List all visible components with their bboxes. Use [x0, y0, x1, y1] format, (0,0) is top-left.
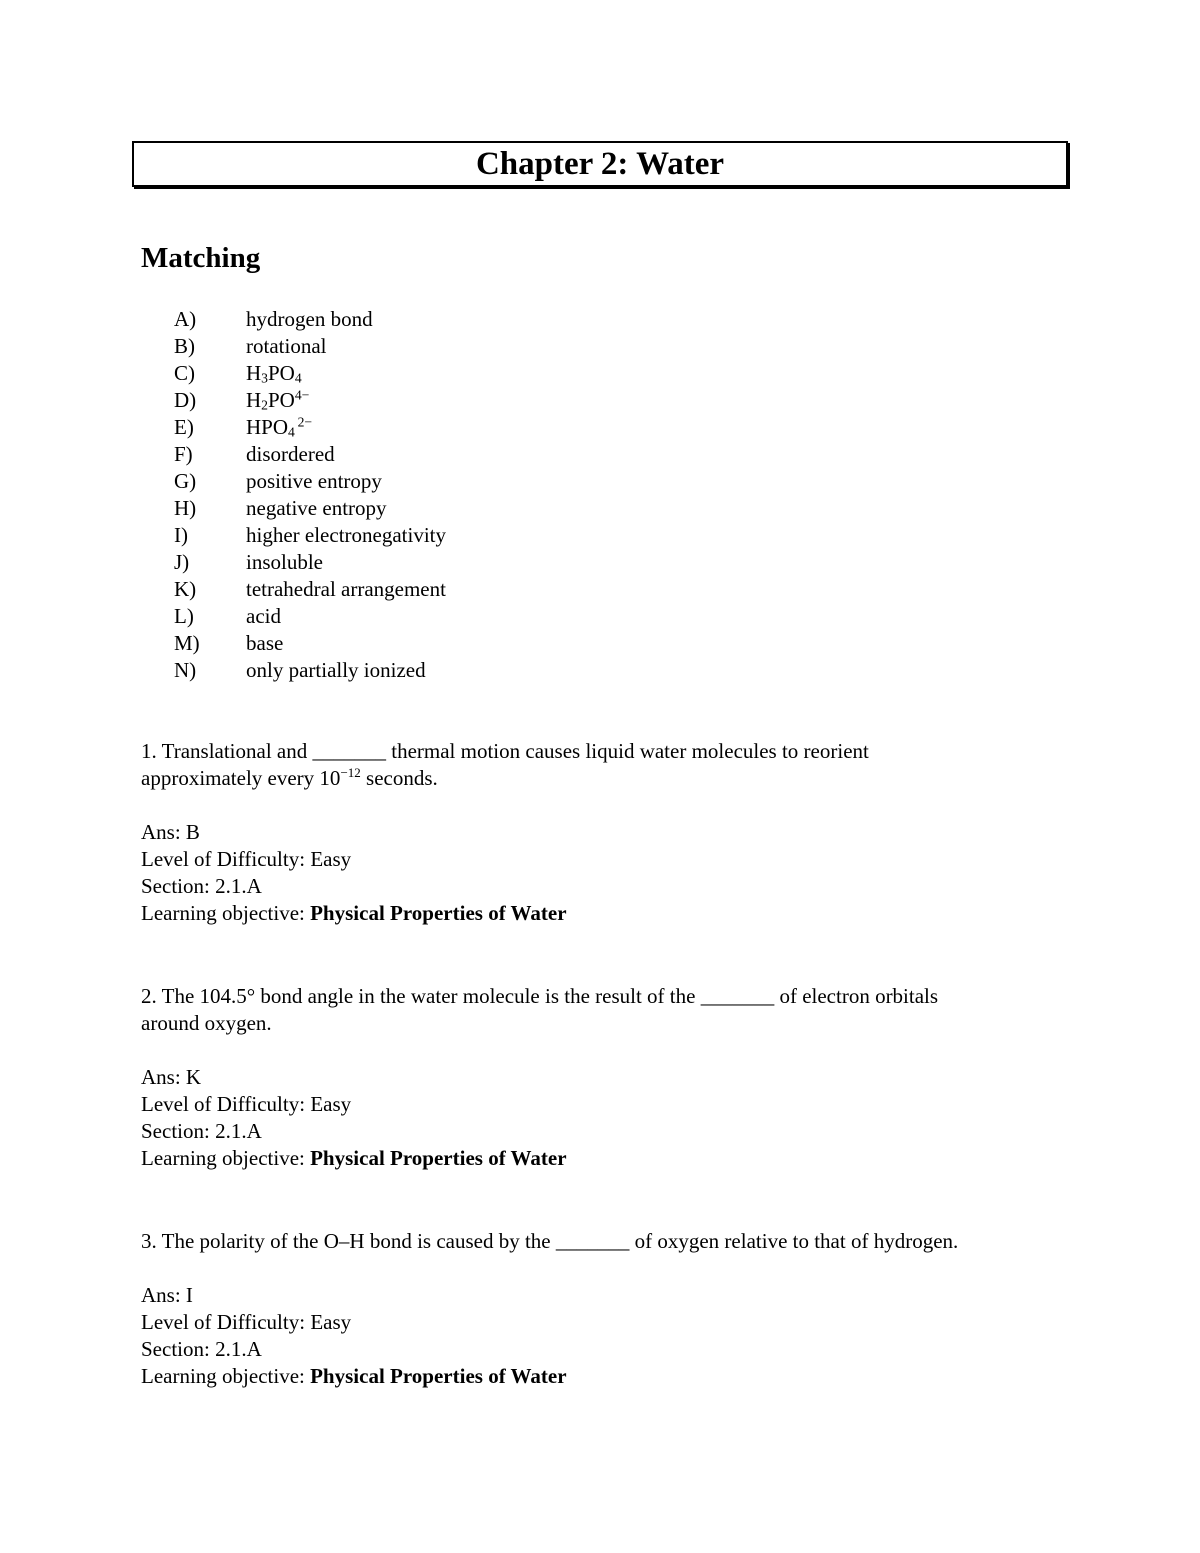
question-text-fragment: approximately every 10 [141, 766, 341, 790]
learning-objective [141, 900, 1061, 927]
option-j [174, 549, 446, 576]
option-letter: J) [174, 550, 190, 574]
option-m [174, 630, 446, 657]
option-letter: I) [174, 523, 188, 547]
option-l [174, 603, 446, 630]
option-text: disordered [246, 442, 335, 466]
section-ref: Section: 2.1.A [141, 1119, 262, 1143]
option-text-chemical: $H_2PO^{4-}$ [246, 387, 310, 413]
option-text: acid [246, 604, 281, 628]
section-ref: Section: 2.1.A [141, 1337, 262, 1361]
option-d [174, 387, 446, 414]
chapter-title-box [132, 141, 1068, 187]
option-h [174, 495, 446, 522]
option-text: hydrogen bond [246, 307, 373, 331]
option-text: higher electronegativity [246, 523, 447, 547]
question-3 [141, 1228, 1061, 1390]
answer-block [141, 1064, 1061, 1172]
answer: Ans: I [141, 1283, 193, 1307]
learning-objective-value: Physical Properties of Water [310, 1146, 567, 1170]
option-e [174, 414, 446, 441]
chapter-title: Chapter 2: Water [475, 145, 725, 182]
question-text-line: 3. The polarity of the O–H bond is caused by the _______ of oxygen relative to that of hydrogen. [141, 1229, 959, 1253]
question-text-line: around oxygen. [141, 1011, 272, 1035]
option-text: tetrahedral arrangement [246, 577, 446, 601]
learning-objective-value: Physical Properties of Water [310, 1364, 567, 1388]
option-letter: B) [174, 334, 195, 358]
question-text-line: 2. The 104.5° bond angle in the water molecule is the result of the _______ of electron orbitals [141, 984, 939, 1008]
option-letter: H) [174, 496, 197, 520]
option-letter: L) [174, 604, 194, 628]
option-text-chemical: $H_3PO_4$ [246, 361, 302, 386]
answer: Ans: B [141, 820, 200, 844]
answer: Ans: K [141, 1065, 202, 1089]
option-text: negative entropy [246, 496, 387, 520]
learning-objective-label: Learning objective: [141, 1146, 311, 1170]
learning-objective-value: Physical Properties of Water [310, 901, 567, 925]
matching-options-list [174, 306, 446, 684]
option-text: insoluble [246, 550, 323, 574]
option-letter: D) [174, 388, 197, 412]
learning-objective-label: Learning objective: [141, 1364, 311, 1388]
option-letter: N) [174, 658, 197, 682]
option-g [174, 468, 446, 495]
option-b [174, 333, 446, 360]
option-letter: K) [174, 577, 197, 601]
option-letter: F) [174, 442, 193, 466]
question-text-fragment: seconds. [360, 766, 438, 790]
option-letter: M) [174, 631, 200, 655]
learning-objective [141, 1145, 1061, 1172]
difficulty: Level of Difficulty: Easy [141, 1310, 352, 1334]
difficulty: Level of Difficulty: Easy [141, 1092, 352, 1116]
option-c [174, 360, 446, 387]
option-text-chemical: $HPO_4$ $^{2-}$ [246, 414, 313, 440]
answer-block [141, 819, 1061, 927]
section-ref: Section: 2.1.A [141, 874, 262, 898]
option-a [174, 306, 446, 333]
option-letter: C) [174, 361, 195, 385]
question-1 [141, 738, 1061, 927]
option-letter: E) [174, 415, 194, 439]
learning-objective [141, 1363, 1061, 1390]
answer-block [141, 1282, 1061, 1390]
option-k [174, 576, 446, 603]
exponent: −12 [340, 765, 361, 781]
option-text: base [246, 631, 284, 655]
option-i [174, 522, 446, 549]
learning-objective-label: Learning objective: [141, 901, 311, 925]
option-text: positive entropy [246, 469, 382, 493]
option-letter: A) [174, 307, 197, 331]
question-text-line [141, 765, 1061, 792]
option-letter: G) [174, 469, 197, 493]
option-text: rotational [246, 334, 327, 358]
option-f [174, 441, 446, 468]
option-text: only partially ionized [246, 658, 426, 682]
section-heading: Matching [141, 242, 261, 274]
difficulty: Level of Difficulty: Easy [141, 847, 352, 871]
question-2 [141, 983, 1061, 1172]
question-text-line: 1. Translational and _______ thermal motion causes liquid water molecules to reorient [141, 739, 869, 763]
option-n [174, 657, 446, 684]
